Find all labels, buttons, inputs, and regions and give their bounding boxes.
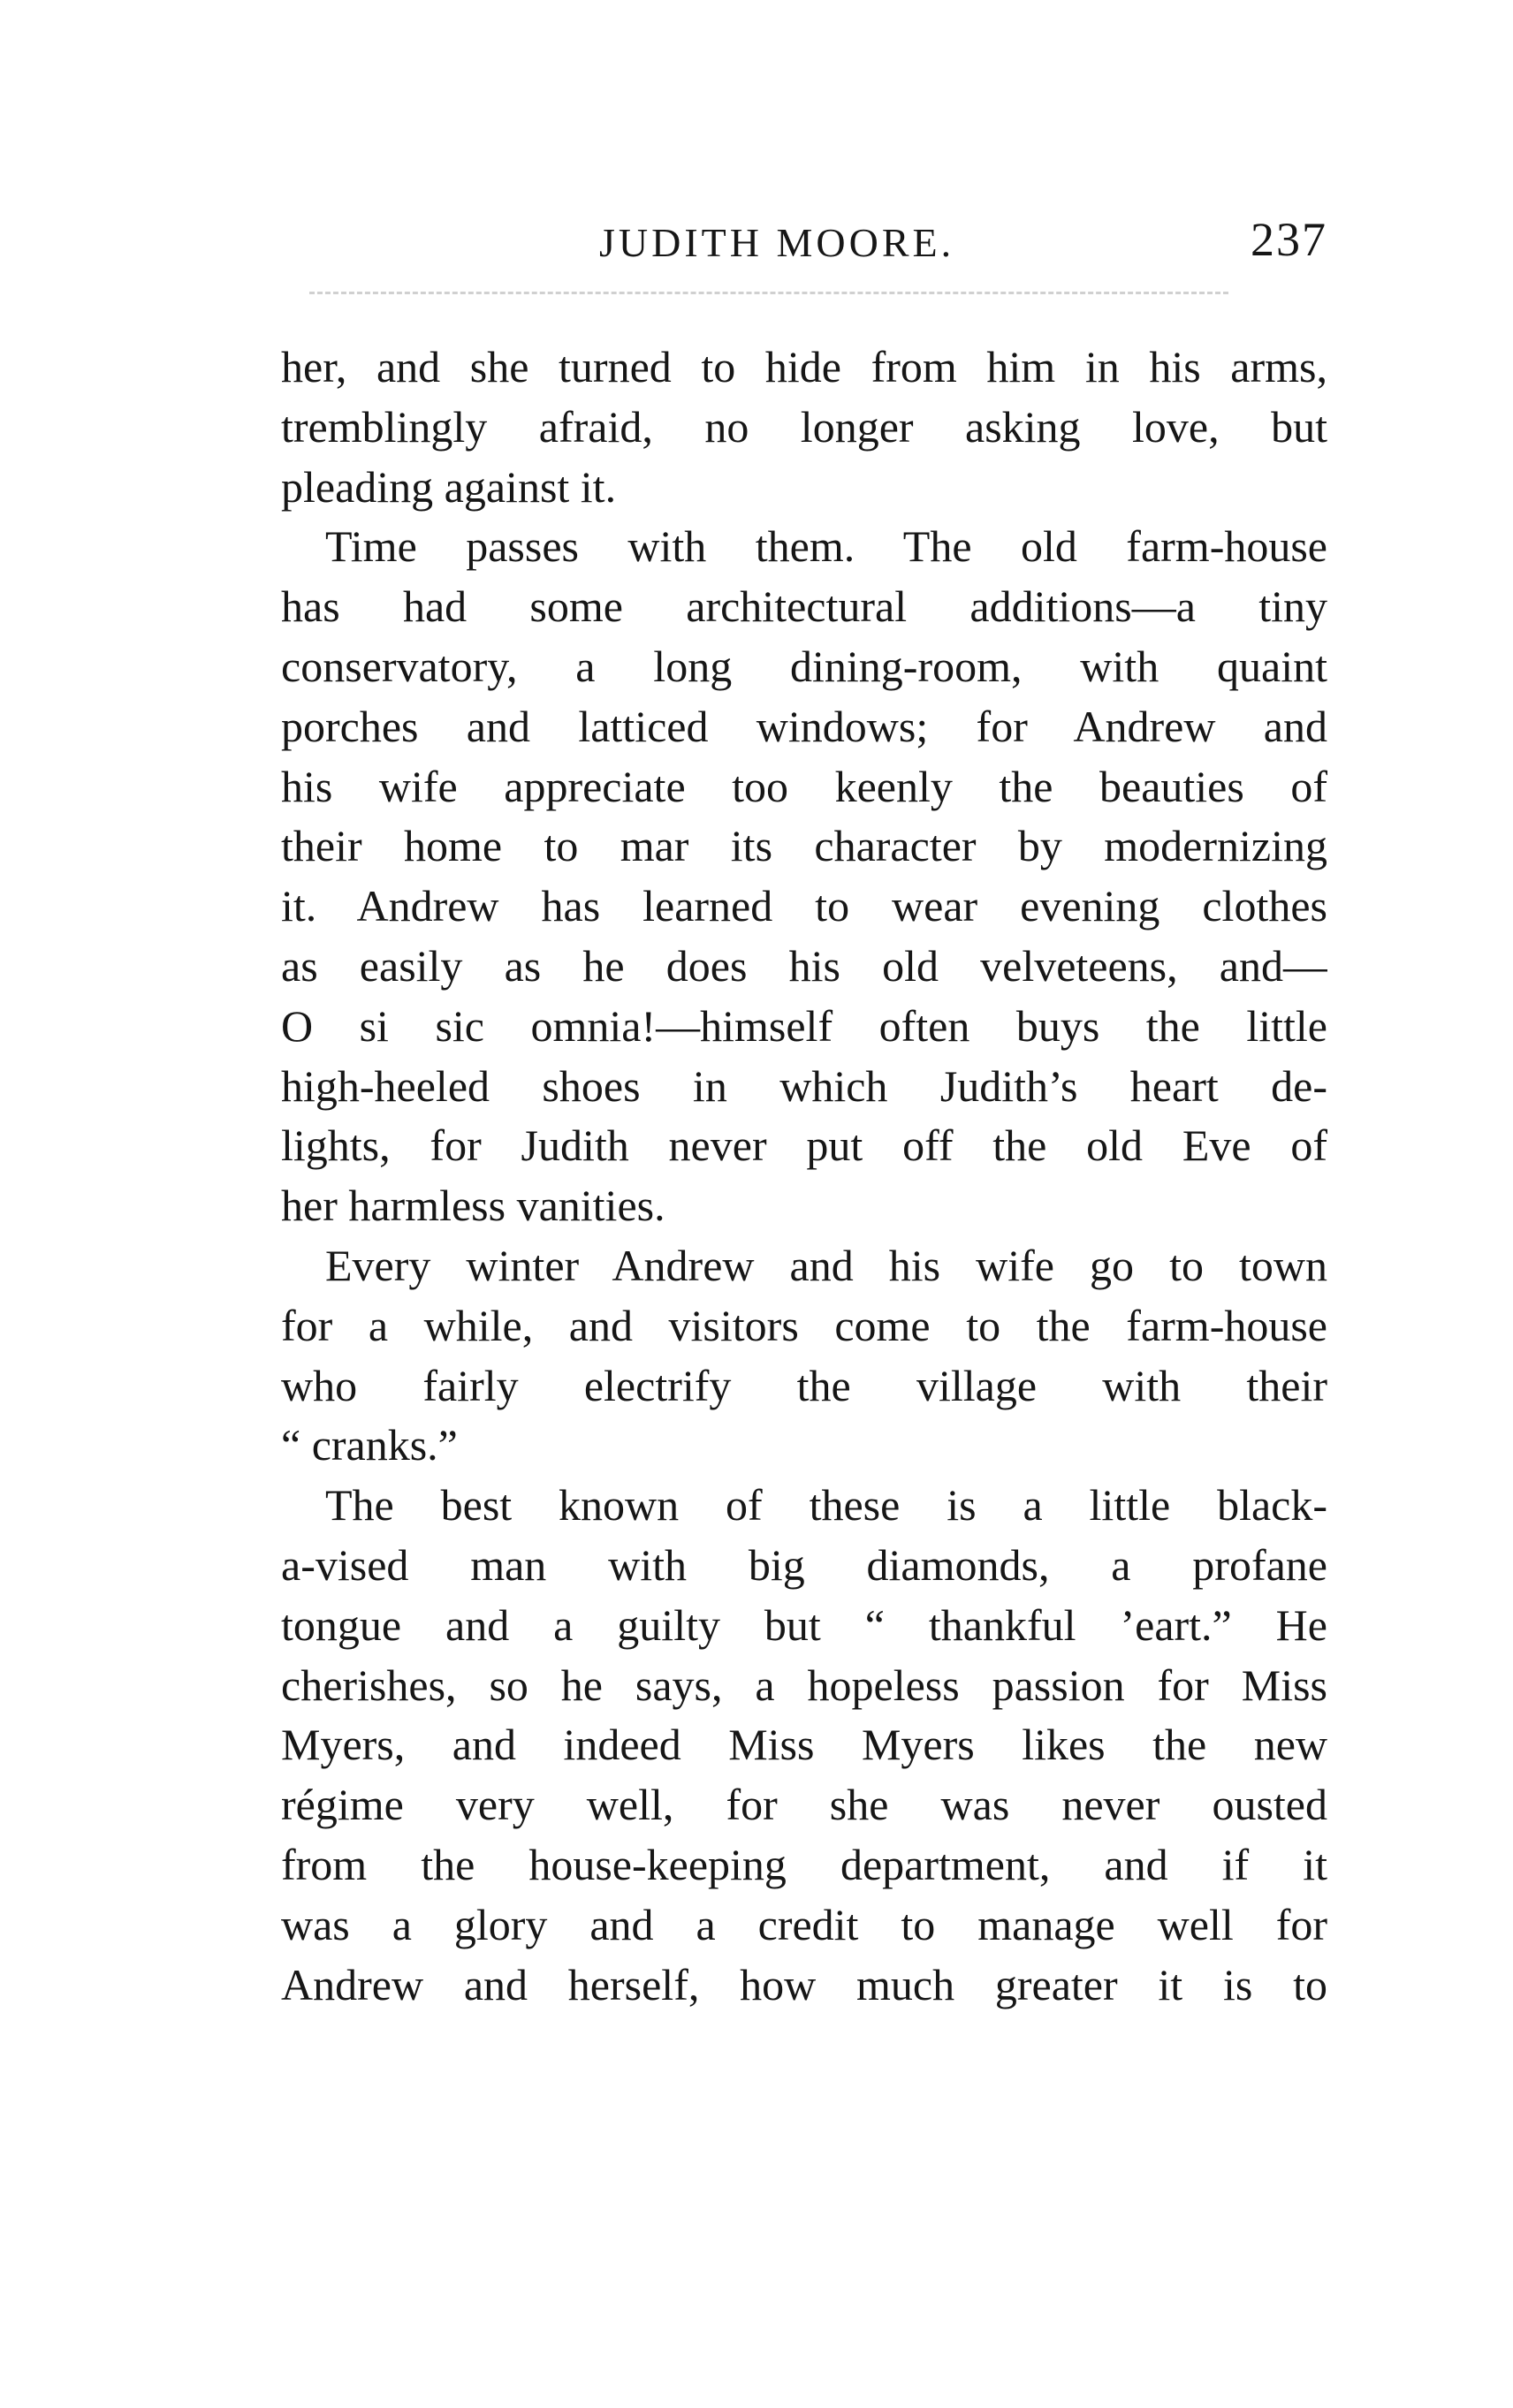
text-line: tremblingly afraid, no longer asking love, but: [281, 401, 1327, 452]
text-line: tongue and a guilty but “ thankful ’eart.” He: [281, 1599, 1327, 1650]
text-line: The best known of these is a little black-: [325, 1480, 1327, 1531]
text-line: who fairly electrify the village with their: [281, 1360, 1327, 1410]
text-line: régime very well, for she was never ousted: [281, 1780, 1327, 1830]
text-line: Myers, and indeed Miss Myers likes the new: [281, 1720, 1327, 1770]
text-line: a-vised man with big diamonds, a profane: [281, 1539, 1327, 1590]
text-line: her harmless vanities.: [281, 1181, 665, 1231]
text-line: has had some architectural additions—a tiny: [281, 581, 1327, 632]
text-line: as easily as he does his old velveteens, and—: [281, 940, 1327, 991]
text-line: from the house-keeping department, and if it: [281, 1839, 1327, 1889]
text-line: her, and she turned to hide from him in his arms,: [281, 342, 1327, 391]
text-line: conservatory, a long dining-room, with quaint: [281, 641, 1327, 691]
text-line: for a while, and visitors come to the farm-house: [281, 1300, 1327, 1350]
text-line: his wife appreciate too keenly the beauties of: [281, 761, 1327, 811]
text-line: their home to mar its character by modernizing: [281, 821, 1327, 871]
text-line: Andrew and herself, how much greater it is to: [281, 1959, 1327, 2009]
body-text: [281, 338, 1327, 2015]
text-line: Every winter Andrew and his wife go to town: [325, 1240, 1327, 1290]
header-rule: [309, 292, 1228, 294]
page-header: [281, 212, 1327, 283]
text-line: O si sic omnia!—himself often buys the little: [281, 1000, 1327, 1051]
text-line: high-heeled shoes in which Judith’s heart de-: [281, 1060, 1327, 1111]
text-line: porches and latticed windows; for Andrew and: [281, 701, 1327, 751]
running-head: JUDITH MOORE.: [599, 220, 955, 265]
text-line: pleading against it.: [281, 461, 617, 512]
text-line: “ cranks.”: [281, 1420, 458, 1470]
text-line: cherishes, so he says, a hopeless passion for Miss: [281, 1660, 1327, 1710]
text-line: lights, for Judith never put off the old Eve of: [281, 1120, 1327, 1171]
text-line: was a glory and a credit to manage well for: [281, 1899, 1327, 1949]
text-line: Time passes with them. The old farm-house: [325, 521, 1327, 572]
text-line: it. Andrew has learned to wear evening clothes: [281, 881, 1327, 931]
page-number: 237: [1251, 213, 1327, 266]
